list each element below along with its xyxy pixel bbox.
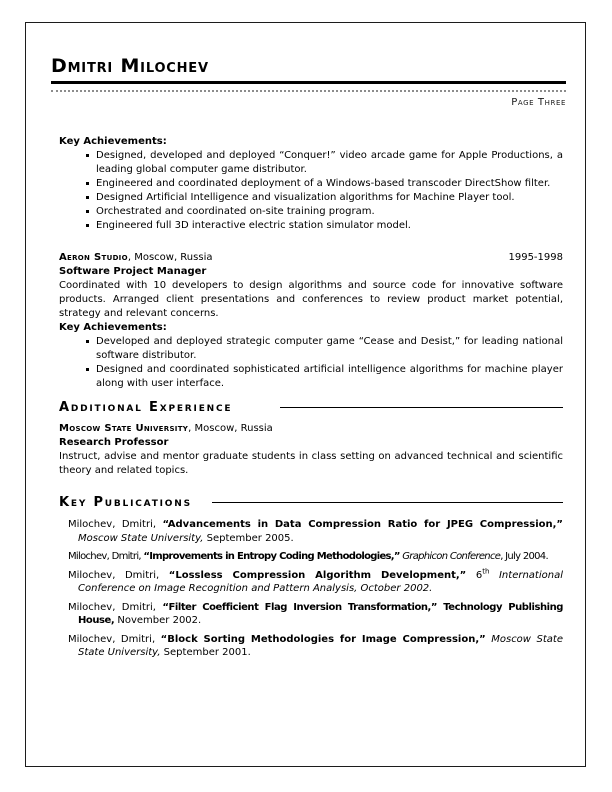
achievements-list xyxy=(59,149,563,233)
pub-venue: International Conference on Image Recognition and Pattern Analysis, October 2002. xyxy=(78,569,563,594)
bullet-icon xyxy=(86,182,89,185)
company-location: , Moscow, Russia xyxy=(127,252,213,263)
page-header xyxy=(51,54,566,108)
pub-title: “Filter Coefficient Flag Inversion Transformation,” Technology Publishing House, xyxy=(78,601,563,626)
bullet-icon xyxy=(86,154,89,157)
pub-date: September 2001. xyxy=(160,647,251,658)
bullet-icon xyxy=(86,224,89,227)
pub-author: Milochev, Dmitri, xyxy=(68,569,169,581)
employment-dates: 1995-1998 xyxy=(508,252,563,263)
pub-ordinal: 6 xyxy=(466,569,483,581)
company-name: Moscow State University xyxy=(59,423,189,434)
pub-title: “Lossless Compression Algorithm Development,” xyxy=(168,569,467,581)
list-item xyxy=(59,219,563,233)
bullet-text: Engineered and coordinated deployment of a Windows-based transcoder DirectShow filter. xyxy=(96,178,551,189)
candidate-name: Dmitri Milochev xyxy=(51,55,209,77)
pub-date: September 2005. xyxy=(203,532,294,544)
bullet-icon xyxy=(86,368,89,371)
pub-author: Milochev, Dmitri, xyxy=(68,601,163,613)
employer-line xyxy=(59,251,212,265)
bullet-text: Designed Artificial Intelligence and visualization algorithms for Machine Player tool. xyxy=(96,192,515,203)
achievements-heading: Key Achievements: xyxy=(59,136,167,147)
section-key-achievements-1 xyxy=(59,135,563,233)
pub-author: Milochev, Dmitri, xyxy=(68,519,163,530)
pub-author: Milochev, Dmitri, xyxy=(68,551,144,562)
heading-rule xyxy=(280,407,563,408)
heading-rule xyxy=(212,502,563,503)
list-item xyxy=(59,205,563,219)
job-title: Software Project Manager xyxy=(59,266,207,277)
pub-venue: Moscow State University, xyxy=(78,532,204,544)
header-rule xyxy=(51,81,566,84)
publication-entry xyxy=(68,569,563,596)
company-name: Aeron Studio xyxy=(59,252,128,263)
achievements-list xyxy=(59,335,563,391)
job-summary: Coordinated with 10 developers to design algorithms and source code for innovative software products. Arranged client presentations and conferences to review product market potential, strategy and relevant concerns. xyxy=(59,280,563,319)
publication-entry xyxy=(68,518,563,545)
job-title: Research Professor xyxy=(59,437,169,448)
pub-ordinal-suffix: th xyxy=(482,567,490,576)
section-heading-label: Additional Experience xyxy=(59,400,233,415)
pub-venue: Moscow State State University, xyxy=(78,633,563,658)
bullet-text: Engineered full 3D interactive electric station simulator model. xyxy=(96,220,411,231)
pub-title: “Block Sorting Methodologies for Image Compression,” xyxy=(160,633,486,645)
list-item xyxy=(59,335,563,363)
employer-row xyxy=(59,251,563,265)
section-heading xyxy=(59,495,563,510)
publication-entry xyxy=(68,550,563,564)
pub-title: “Advancements in Data Compression Ratio for JPEG Compression,” xyxy=(162,519,563,530)
bullet-icon xyxy=(86,340,89,343)
job-summary: Instruct, advise and mentor graduate students in class setting on advanced technical and scientific theory and related topics. xyxy=(59,451,563,476)
list-item xyxy=(59,191,563,205)
company-location: , Moscow, Russia xyxy=(188,423,273,434)
bullet-text: Orchestrated and coordinated on-site training program. xyxy=(96,206,375,217)
bullet-text: Developed and deployed strategic computer game “Cease and Desist,” for leading national software distributor. xyxy=(96,336,563,361)
section-heading xyxy=(59,400,563,415)
list-item xyxy=(59,177,563,191)
pub-author: Milochev, Dmitri, xyxy=(68,633,161,645)
section-aeron-studio xyxy=(59,251,563,391)
section-heading-label: Key Publications xyxy=(59,495,192,510)
section-additional-experience xyxy=(59,400,563,478)
bullet-text: Designed, developed and deployed “Conquer!” video arcade game for Apple Productions, a leading global computer game distributor. xyxy=(96,150,563,175)
section-key-publications xyxy=(59,495,563,665)
publication-entry xyxy=(68,601,563,628)
achievements-heading: Key Achievements: xyxy=(59,322,167,333)
pub-date: , July 2004. xyxy=(500,551,548,562)
list-item xyxy=(59,363,563,391)
publication-entry xyxy=(68,633,563,660)
list-item xyxy=(59,149,563,177)
bullet-icon xyxy=(86,210,89,213)
page-number: Page Three xyxy=(511,97,566,108)
pub-venue: Graphicon Conference xyxy=(399,551,501,562)
bullet-icon xyxy=(86,196,89,199)
employer-line xyxy=(59,422,563,436)
header-dotted-rule xyxy=(51,90,566,92)
pub-date: November 2002. xyxy=(114,615,202,626)
pub-title: “Improvements in Entropy Coding Methodologies,” xyxy=(143,551,400,562)
bullet-text: Designed and coordinated sophisticated artificial intelligence algorithms for machine player along with user interface. xyxy=(96,364,563,389)
